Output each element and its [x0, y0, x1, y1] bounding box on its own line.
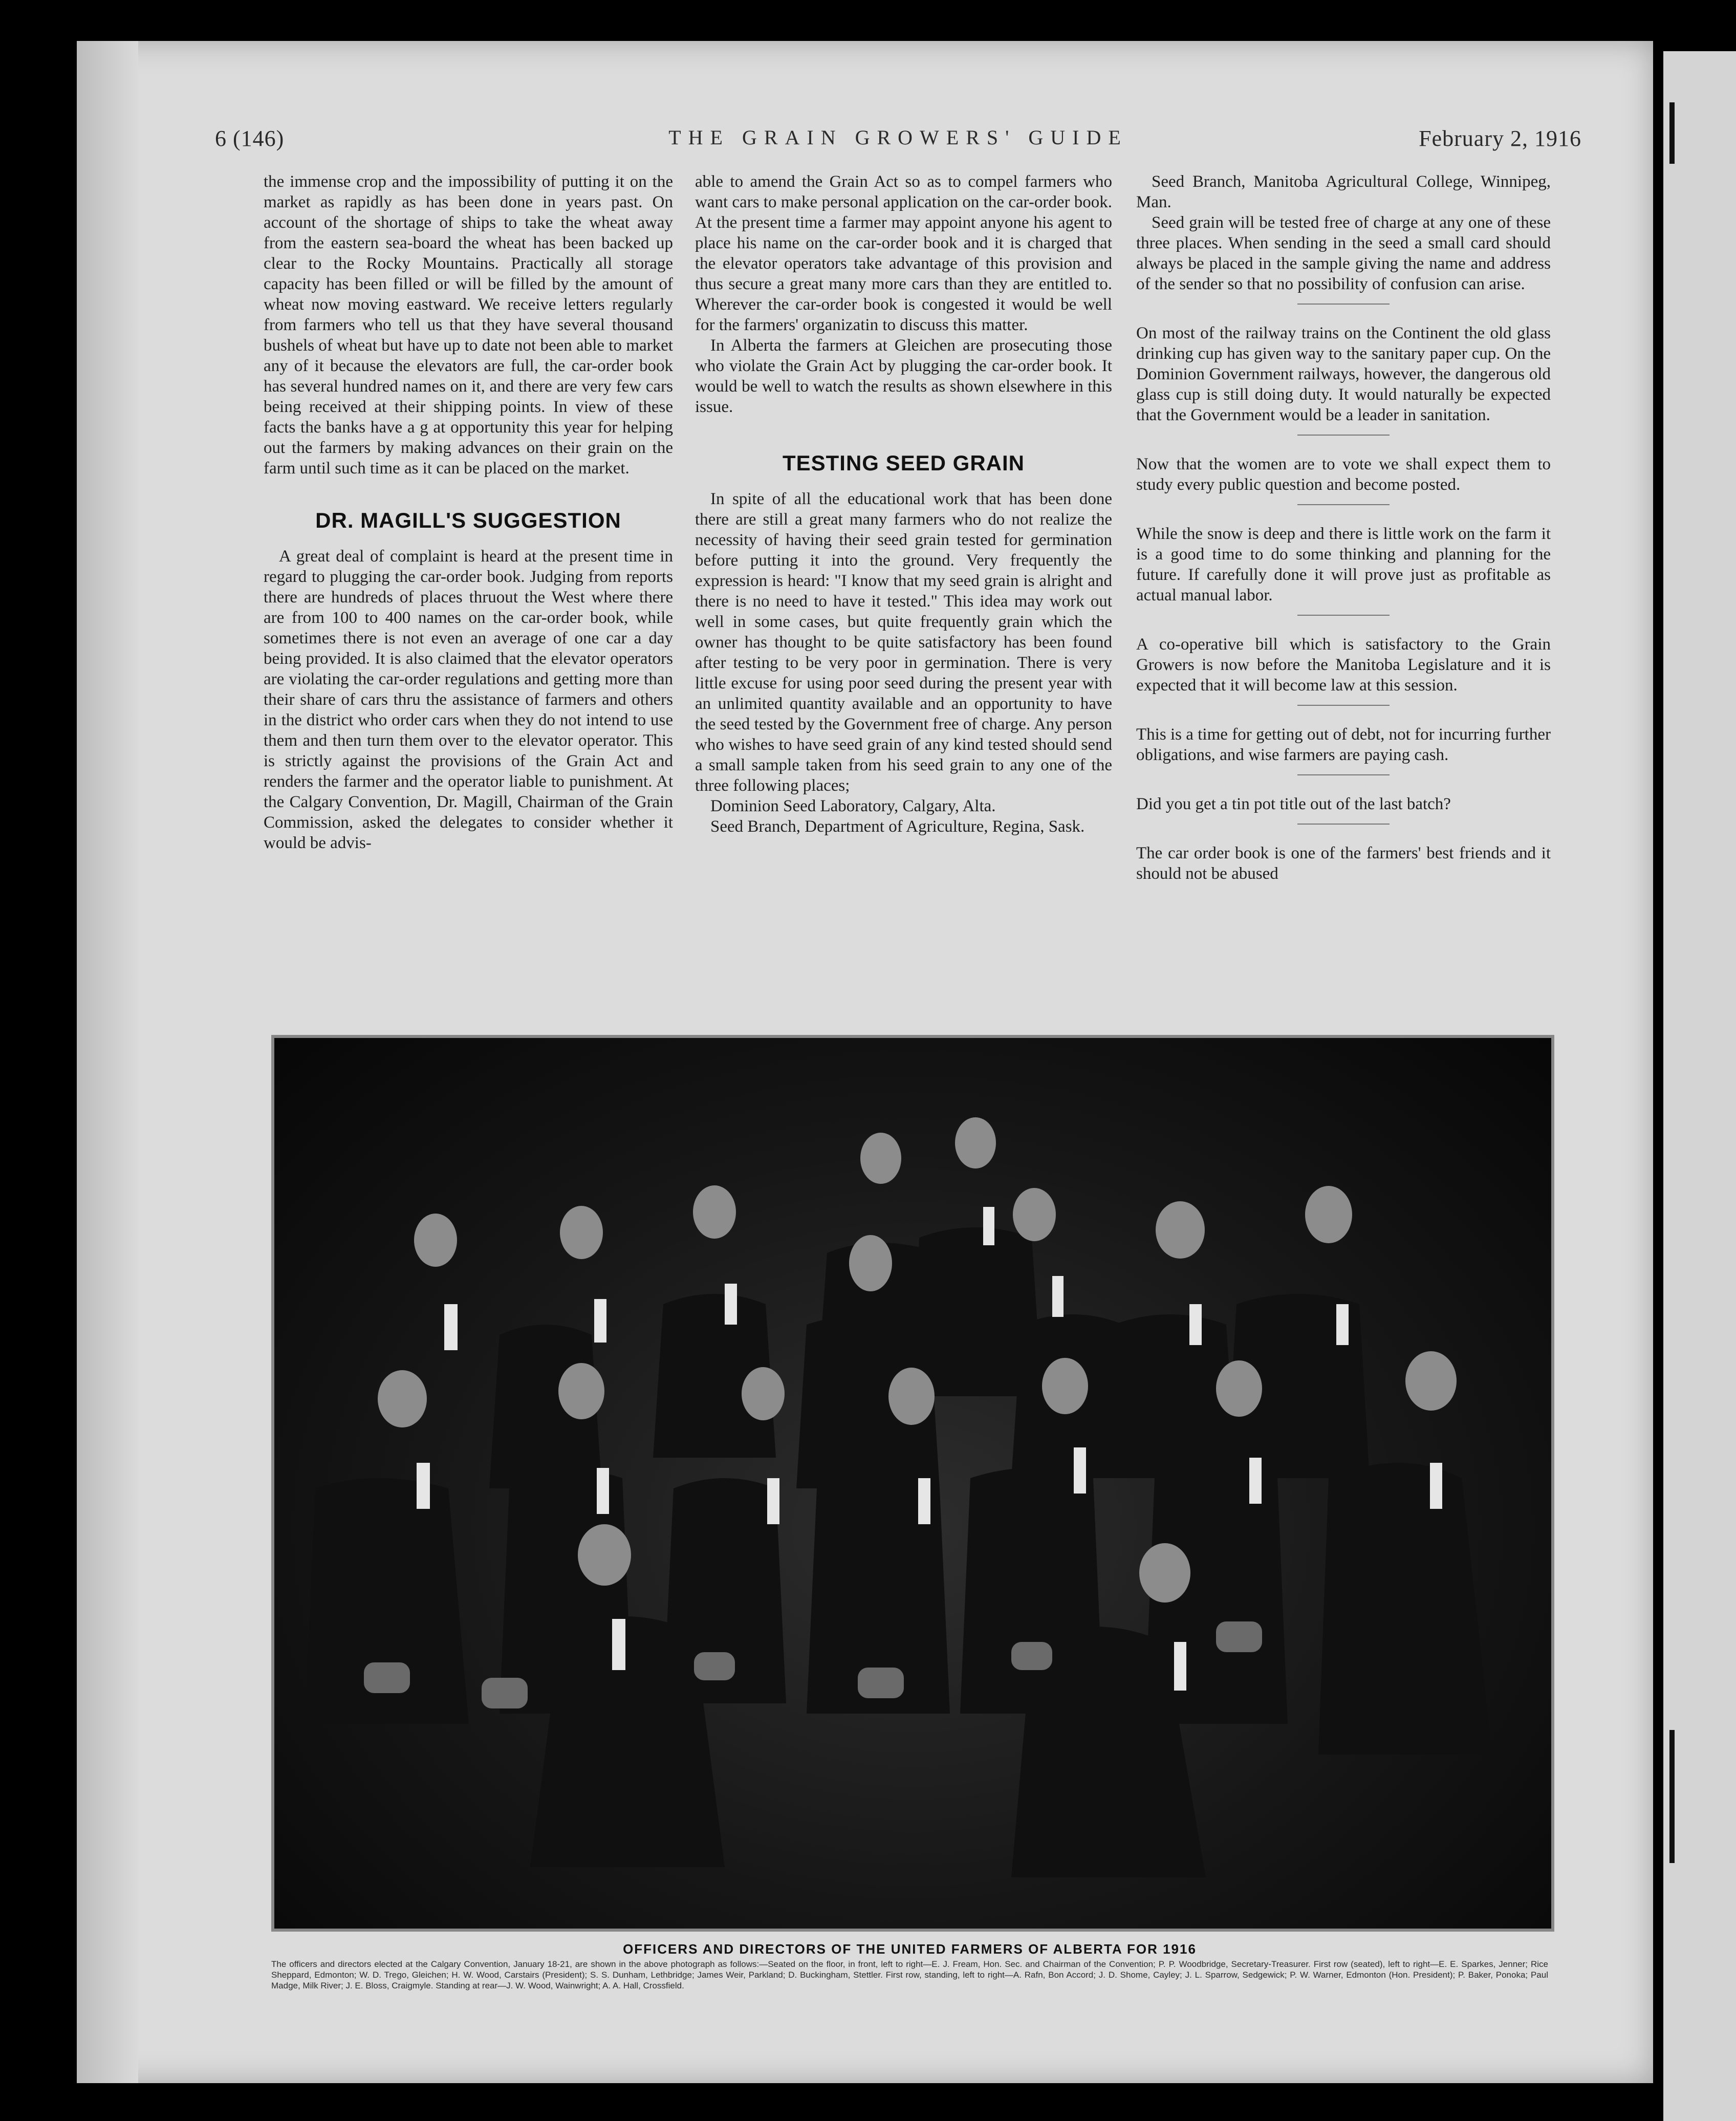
group-photo-figures — [274, 1038, 1551, 1929]
page-edge-mark — [1669, 102, 1675, 164]
editorial-note: On most of the railway trains on the Continent the old glass drinking cup has given way to the sanitary paper cup. On the Dominion Government railways, however, the dangerous old glass cup is still doing duty. It would naturally be expected that the Government would be a leader in sanitation. — [1136, 324, 1551, 424]
address-line: Seed Branch, Manitoba Agricultural College, Winnipeg, Man. — [1136, 172, 1551, 211]
article-text: able to amend the Grain Act so as to compel farmers who want cars to make personal application on the car-order book. At the present time a farmer may appoint anyone his agent to place his name on the car-order book and it is charged that the elevator operators take advantage of this provision and thus secure a great many more cars than they are entitled to. Wherever the car-order book is congested it would be well for the farmers' organizatin to discuss this matter. — [695, 172, 1112, 334]
column-right — [1136, 171, 1551, 884]
address-line: Dominion Seed Laboratory, Calgary, Alta. — [710, 797, 996, 815]
column-left — [264, 171, 673, 853]
page-number: 6 (146) — [215, 126, 285, 151]
editorial-note: This is a time for getting out of debt, not for incurring further obligations, and wise farmers are paying cash. — [1136, 725, 1551, 764]
page-edge-mark — [1669, 1730, 1675, 1863]
article-text: A great deal of complaint is heard at the present time in regard to plugging the car-order book. Judging from reports there are hundreds of places thruout the West where there are from 100 to 400 names on the car-order book, while sometimes there is not even an average of one car a day being provided. It is also claimed that the elevator operators are violating the car-order regulations and getting more than their share of cars thru the assistance of farmers and others in the district who order cars when they do not intend to use them and then turn them over to the elevator operator. This is strictly against the provisions of the Grain Act and renders the farmer and the operator liable to punishment. At the Calgary Convention, Dr. Magill, Chairman of the Grain Commission, asked the delegates to consider whether it would be advis- — [264, 547, 673, 852]
publication-title: THE GRAIN GROWERS' GUIDE — [668, 126, 1128, 149]
divider — [1297, 504, 1390, 505]
article-heading-magill: DR. MAGILL'S SUGGESTION — [315, 508, 621, 532]
page-header — [215, 125, 1581, 156]
divider — [1297, 304, 1390, 305]
editorial-note: While the snow is deep and there is little work on the farm it is a good time to do some thinking and planning for the future. If carefully done it will prove just as profitable as actual manual labor. — [1136, 525, 1551, 604]
divider — [1297, 705, 1390, 706]
address-line: Seed Branch, Department of Agriculture, Regina, Sask. — [710, 817, 1085, 836]
editorial-note: A co-operative bill which is satisfactory to the Grain Growers is now before the Manitoba Legislature and it is expected that it will become law at this session. — [1136, 635, 1551, 695]
article-text: the immense crop and the impossibility of putting it on the market as rapidly as has been done in years past. On account of the shortage of ships to take the wheat away from the eastern sea-board the wheat has been backed up clear to the Rocky Mountains. Practically all storage capacity has been filled or will be filled by the amount of wheat now moving eastward. We receive letters regularly from farmers who tell us that they have several thousand bushels of wheat but have up to date not been able to market any of it because the elevators are full, the car-order book has several hundred names on it, and there are very few cars being received at their shipping points. In view of these facts the banks have a g at opportunity this year for helping out the farmers by making advances on their grain on the farm until such time as it can be placed on the market. — [264, 172, 673, 478]
column-middle — [695, 171, 1112, 837]
article-heading-seed-grain: TESTING SEED GRAIN — [782, 451, 1025, 475]
divider — [1297, 824, 1390, 825]
group-photograph — [271, 1035, 1554, 1932]
article-text: In Alberta the farmers at Gleichen are prosecuting those who violate the Grain Act by plugging the car-order book. It would be well to watch the results as shown elsewhere in this issue. — [695, 336, 1112, 416]
editorial-note: Now that the women are to vote we shall expect them to study every public question and become posted. — [1136, 455, 1551, 494]
article-text: Seed grain will be tested free of charge at any one of these three places. When sending in the seed a small card should always be placed in the sample giving the name and address of the sender so that no possibility of confusion can arise. — [1136, 213, 1551, 293]
editorial-note: The car order book is one of the farmers' best friends and it should not be abused — [1136, 844, 1551, 883]
divider — [1297, 615, 1390, 616]
divider — [1297, 435, 1390, 436]
editorial-note: Did you get a tin pot title out of the last batch? — [1136, 795, 1451, 813]
issue-date: February 2, 1916 — [1419, 126, 1581, 151]
photo-caption-title: OFFICERS AND DIRECTORS OF THE UNITED FARMERS OF ALBERTA FOR 1916 — [623, 1941, 1197, 1957]
article-text: In spite of all the educational work that has been done there are still a great many farmers who do not realize the necessity of having their seed grain tested for germination before putting it into the ground. Very frequently the expression is heard: "I know that my seed grain is alright and there is no need to have it tested." This idea may work out well in some cases, but quite frequently grain which the owner has thought to be quite satisfactory has been found after testing to be very poor in germination. There is very little excuse for using poor seed during the present year with an unlimited quantity available and an opportunity to have the seed tested by the Government free of charge. Any person who wishes to have seed grain of any kind tested should send a small sample taken from his seed grain to any one of the three following places; — [695, 490, 1112, 795]
page-binding-edge — [77, 41, 138, 2083]
divider — [1297, 774, 1390, 775]
photo-caption-body: The officers and directors elected at the Calgary Convention, January 18-21, are shown in the above photograph as follows:—Seated on the floor, in front, left to right—E. J. Fream, Hon. Sec. and Chairman of the Convention; P. P. Woodbridge, Secretary-Treasurer. First row (seated), left to right—E. E. Sparkes, Jenner; Rice Sheppard, Edmonton; W. D. Trego, Gleichen; H. W. Wood, Carstairs (President); S. S. Dunham, Lethbridge; James Weir, Parkland; D. Buckingham, Stettler. First row, standing, left to right—A. Rafn, Bon Accord; J. D. Shome, Cayley; J. L. Sparrow, Sedgewick; P. W. Warner, Edmonton (Hon. President); P. Baker, Ponoka; Paul Madge, Milk River; J. E. Bloss, Craigmyle. Standing at rear—J. W. Wood, Wainwright; A. A. Hall, Crossfield. — [271, 1959, 1548, 1990]
